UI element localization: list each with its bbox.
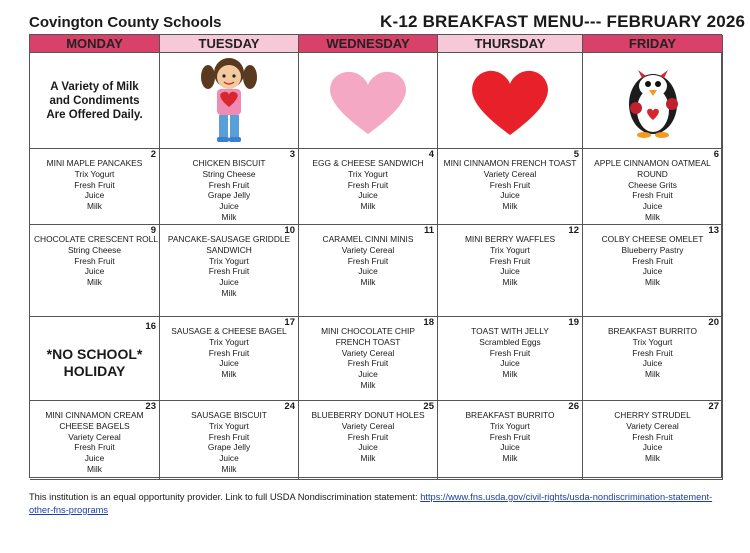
side-item: Fresh Fruit [489,431,531,442]
side-item: Juice [500,358,520,369]
side-item: Juice [84,453,105,464]
side-item: Trix Yogurt [348,168,388,179]
side-item: Grape Jelly [207,190,251,201]
side-item: Fresh Fruit [347,358,389,369]
day-number: 16 [145,321,156,332]
menu-day-feb-19 [438,317,583,401]
side-item: Fresh Fruit [208,431,250,442]
side-item: Trix Yogurt [209,336,249,347]
day-number: 17 [284,317,295,328]
menu-day-feb-3 [160,149,299,225]
footer-statement: This institution is an equal opportunity provider. Link to full USDA Nondiscrimination statement: [29,492,421,502]
side-item: Fresh Fruit [74,442,115,453]
menu-title: K-12 BREAKFAST MENU--- FEBRUARY 2026 [380,12,746,31]
main-entree: APPLE CINNAMON OATMEAL ROUND [594,158,711,179]
side-item: Fresh Fruit [208,347,250,358]
holiday-label: HOLIDAY [63,362,126,379]
side-item: Milk [87,463,102,474]
main-entree: EGG & CHEESE SANDWICH [312,158,424,168]
side-item: Trix Yogurt [74,168,115,179]
menu-day-feb-12 [438,225,583,317]
side-item: Fresh Fruit [347,179,389,190]
side-item: String Cheese [67,244,122,255]
main-entree: CHOCOLATE CRESCENT ROLL [34,234,158,244]
menu-day-feb-9 [30,225,160,317]
side-item: Juice [500,190,520,201]
day-header-thursday: THURSDAY [438,35,583,53]
side-item: Milk [645,369,660,380]
side-item: Juice [358,266,378,277]
side-item: Juice [84,266,105,277]
day-number: 24 [284,401,295,412]
side-item: Trix Yogurt [209,255,249,266]
day-header-monday: MONDAY [30,35,160,53]
side-item: Milk [360,453,376,464]
side-item: Trix Yogurt [209,420,249,431]
main-entree: SAUSAGE & CHEESE BAGEL [171,326,287,336]
side-item: Milk [221,211,237,222]
side-item: Fresh Fruit [208,266,250,277]
menu-day-feb-11 [299,225,438,317]
side-item: Fresh Fruit [632,347,673,358]
side-item: Fresh Fruit [74,255,115,266]
menu-day-feb-16-holiday [30,317,160,401]
menu-day-feb-13 [583,225,723,317]
side-item: Milk [221,369,237,380]
side-item: Variety Cereal [68,431,121,442]
side-item: Milk [87,277,102,288]
side-item: Juice [358,369,378,380]
day-header-wednesday: WEDNESDAY [299,35,438,53]
side-item: Fresh Fruit [74,179,115,190]
main-entree: SAUSAGE BISCUIT [191,410,267,420]
day-number: 27 [708,401,719,412]
day-number: 4 [428,149,434,160]
main-entree: CHICKEN BISCUIT [192,158,266,168]
main-entree: TOAST WITH JELLY [471,326,549,336]
side-item: Juice [500,266,520,277]
main-entree: CARAMEL CINNI MINIS [322,234,414,244]
side-item: Juice [642,266,663,277]
side-item: Juice [219,277,239,288]
side-item: Blueberry Pastry [621,244,684,255]
side-item: Fresh Fruit [632,190,673,201]
side-item: Milk [221,287,237,298]
side-item: Fresh Fruit [489,179,531,190]
side-item: Variety Cereal [483,168,537,179]
menu-day-feb-10 [160,225,299,317]
side-item: String Cheese [202,168,256,179]
menu-day-feb-6 [583,149,723,225]
main-entree: BREAKFAST BURRITO [607,326,698,336]
day-number: 19 [568,317,579,328]
menu-day-feb-25 [299,401,438,480]
day-number: 25 [423,401,434,412]
side-item: Cheese Grits [628,179,677,190]
side-item: Milk [502,369,518,380]
side-item: Milk [645,277,660,288]
day-number: 3 [289,149,295,160]
side-item: Juice [500,442,520,453]
day-number: 18 [423,317,434,328]
side-item: Milk [502,277,518,288]
side-item: Grape Jelly [207,442,251,453]
menu-day-feb-27 [583,401,723,480]
side-item: Milk [502,453,518,464]
main-entree: MINI CHOCOLATE CHIP FRENCH TOAST [321,326,415,347]
main-entree: BREAKFAST BURRITO [465,410,555,420]
side-item: Milk [360,379,376,390]
menu-day-feb-2 [30,149,160,225]
side-item: Variety Cereal [341,420,395,431]
menu-day-feb-20 [583,317,723,401]
day-number: 13 [708,225,719,236]
side-item: Variety Cereal [626,420,679,431]
no-school-label: *NO SCHOOL* [46,345,143,362]
girl-holding-heart-image [160,53,299,149]
main-entree: MINI CINNAMON CREAM CHEESE BAGELS [45,410,144,431]
side-item: Scrambled Eggs [479,336,541,347]
day-number: 6 [713,149,719,160]
day-number: 12 [568,225,579,236]
side-item: Juice [219,453,239,464]
day-number: 11 [423,225,434,236]
side-item: Juice [219,201,239,212]
menu-day-feb-4 [299,149,438,225]
side-item: Fresh Fruit [489,255,531,266]
side-item: Juice [642,442,663,453]
side-item: Juice [358,190,378,201]
side-item: Juice [358,442,378,453]
day-number: 5 [573,149,579,160]
nondiscrimination-footer [29,491,729,516]
day-header-tuesday: TUESDAY [160,35,299,53]
main-entree: BLUEBERRY DONUT HOLES [311,410,425,420]
side-item: Fresh Fruit [632,431,673,442]
menu-day-feb-23 [30,401,160,480]
day-header-friday: FRIDAY [583,35,723,53]
menu-day-feb-18 [299,317,438,401]
side-item: Trix Yogurt [632,336,673,347]
main-entree: MINI MAPLE PANCAKES [46,158,143,168]
side-item: Fresh Fruit [347,431,389,442]
day-number: 20 [708,317,719,328]
side-item: Variety Cereal [341,347,395,358]
side-item: Juice [642,358,663,369]
side-item: Fresh Fruit [208,179,250,190]
day-number: 26 [568,401,579,412]
main-entree: PANCAKE-SAUSAGE GRIDDLE SANDWICH [167,234,291,255]
side-item: Milk [360,201,376,212]
day-number: 23 [145,401,156,412]
district-name: Covington County Schools [29,14,222,31]
red-heart-icon [438,53,583,149]
main-entree: MINI CINNAMON FRENCH TOAST [443,158,577,168]
side-item: Variety Cereal [341,244,395,255]
side-item: Trix Yogurt [490,244,530,255]
penguin-with-heart-image [583,53,723,149]
day-number: 10 [284,225,295,236]
side-item: Juice [219,358,239,369]
day-number: 9 [150,225,156,236]
side-item: Juice [84,190,105,201]
usda-nondiscrimination-link[interactable]: https://www.fns.usda.gov/civil-rights/usda-nondiscrimination-statement-other-fns-programs [29,492,713,515]
menu-day-feb-17 [160,317,299,401]
menu-day-feb-5 [438,149,583,225]
milk-condiments-note: A Variety of Milk and Condiments Are Offered Daily. [30,53,160,149]
side-item: Milk [221,463,237,474]
menu-day-feb-26 [438,401,583,480]
day-number: 2 [150,149,156,160]
side-item: Milk [502,201,518,212]
side-item: Juice [642,201,663,212]
side-item: Milk [645,211,660,222]
side-item: Trix Yogurt [490,420,530,431]
side-item: Milk [87,201,102,212]
side-item: Fresh Fruit [632,255,673,266]
side-item: Milk [360,277,376,288]
pink-heart-icon [299,53,438,149]
side-item: Fresh Fruit [347,255,389,266]
menu-day-feb-24 [160,401,299,480]
side-item: Milk [645,453,660,464]
main-entree: CHERRY STRUDEL [614,410,691,420]
main-entree: MINI BERRY WAFFLES [464,234,556,244]
menu-calendar [29,34,722,478]
side-item: Fresh Fruit [489,347,531,358]
main-entree: COLBY CHEESE OMELET [601,234,704,244]
